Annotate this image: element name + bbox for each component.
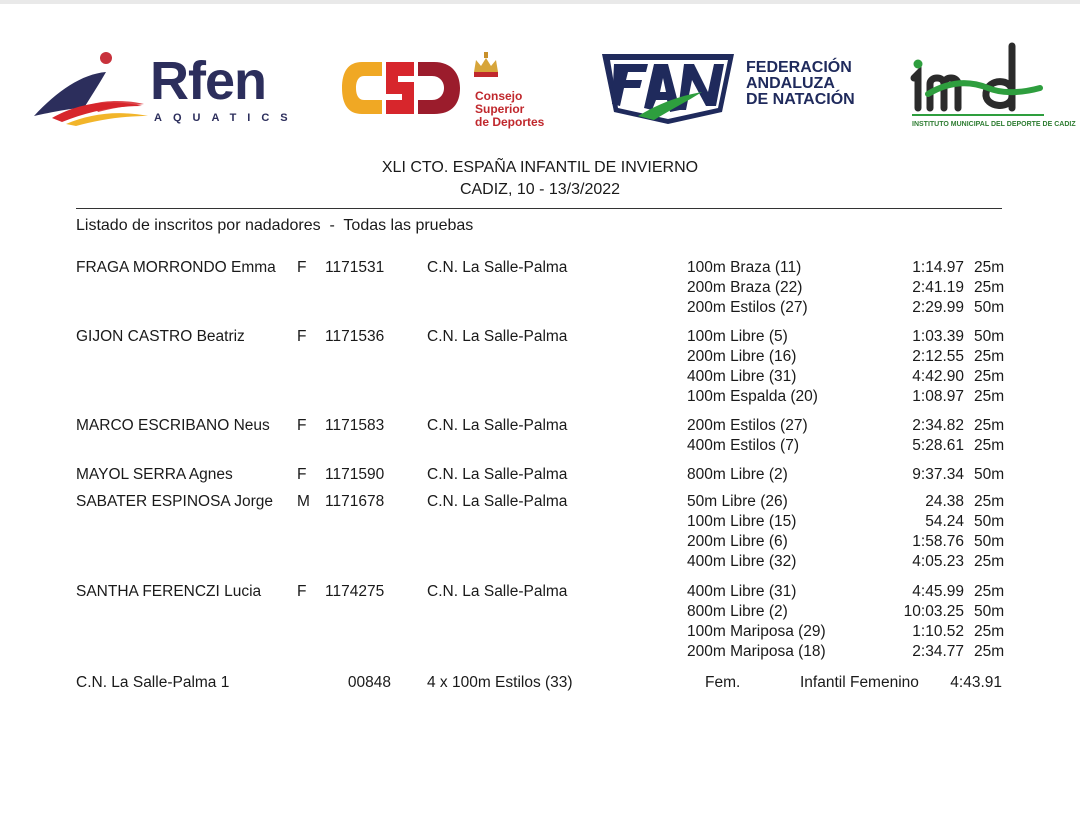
event-pool: 50m bbox=[974, 603, 1005, 620]
swimmer-sex: F bbox=[297, 583, 307, 600]
csd-logo bbox=[340, 46, 550, 136]
swimmer-sex: F bbox=[297, 259, 307, 276]
event-name: 200m Libre (6) bbox=[687, 533, 788, 550]
event-time: 1:03.39 bbox=[912, 328, 964, 345]
event-pool: 25m bbox=[974, 259, 1005, 276]
event-name: 400m Libre (32) bbox=[687, 553, 797, 570]
sponsor-logos bbox=[0, 30, 1080, 140]
event-time: 4:05.23 bbox=[912, 553, 964, 570]
swimmer-club: C.N. La Salle-Palma bbox=[427, 417, 568, 434]
fan-shield-icon bbox=[598, 46, 738, 126]
swimmer-club: C.N. La Salle-Palma bbox=[427, 328, 568, 345]
championship-venue-date: CADIZ, 10 - 13/3/2022 bbox=[459, 181, 621, 198]
swimmer-name: SANTHA FERENCZI Lucia bbox=[76, 583, 262, 600]
event-time: 24.38 bbox=[925, 493, 964, 510]
event-name: 100m Mariposa (29) bbox=[687, 623, 826, 640]
event-time: 1:10.52 bbox=[912, 623, 964, 640]
event-pool: 25m bbox=[974, 583, 1005, 600]
crown-icon bbox=[471, 52, 501, 78]
event-pool: 50m bbox=[974, 299, 1005, 316]
relay-event: 4 x 100m Estilos (33) bbox=[427, 674, 573, 691]
rfen-swimmer-icon bbox=[32, 46, 152, 126]
event-time: 9:37.34 bbox=[912, 466, 964, 483]
csd-wordmark: Consejo Superior de Deportes bbox=[475, 89, 545, 129]
championship-title: XLI CTO. ESPAÑA INFANTIL DE INVIERNO bbox=[381, 159, 699, 176]
rfen-logo bbox=[32, 46, 299, 126]
rfen-wordmark: Rfen bbox=[150, 51, 266, 111]
relay-gender: Fem. bbox=[705, 674, 741, 691]
swimmer-sex: M bbox=[297, 493, 310, 510]
event-name: 200m Braza (22) bbox=[687, 279, 803, 296]
swimmer-club: C.N. La Salle-Palma bbox=[427, 493, 568, 510]
event-time: 1:08.97 bbox=[912, 388, 964, 405]
swimmer-license: 1171590 bbox=[325, 466, 385, 483]
relay-team: C.N. La Salle-Palma 1 bbox=[76, 674, 230, 691]
event-name: 100m Espalda (20) bbox=[687, 388, 818, 405]
swimmer-sex: F bbox=[297, 417, 307, 434]
event-name: 400m Libre (31) bbox=[687, 583, 797, 600]
event-name: 100m Libre (5) bbox=[687, 328, 788, 345]
relay-category: Infantil Femenino bbox=[800, 674, 919, 691]
event-time: 2:34.77 bbox=[912, 643, 964, 660]
imd-sub-wordmark: INSTITUTO MUNICIPAL DEL DEPORTE DE CADIZ bbox=[912, 121, 1076, 128]
fan-wordmark: FEDERACIÓN ANDALUZA DE NATACIÓN bbox=[746, 59, 855, 108]
event-pool: 25m bbox=[974, 417, 1005, 434]
event-time: 1:14.97 bbox=[912, 259, 964, 276]
swimmer-sex: F bbox=[297, 328, 307, 345]
event-pool: 25m bbox=[974, 437, 1005, 454]
imd-logo bbox=[908, 38, 1076, 138]
event-name: 200m Libre (16) bbox=[687, 348, 797, 365]
imd-wordmark-icon bbox=[908, 38, 1048, 120]
event-name: 200m Mariposa (18) bbox=[687, 643, 826, 660]
event-pool: 25m bbox=[974, 388, 1005, 405]
event-name: 200m Estilos (27) bbox=[687, 417, 808, 434]
swimmer-name: GIJON CASTRO Beatriz bbox=[76, 328, 245, 345]
event-time: 2:34.82 bbox=[912, 417, 964, 434]
top-border bbox=[0, 0, 1080, 4]
swimmer-license: 1171678 bbox=[325, 493, 385, 510]
swimmer-sex: F bbox=[297, 466, 307, 483]
swimmer-name: FRAGA MORRONDO Emma bbox=[76, 259, 276, 276]
event-time: 4:42.90 bbox=[912, 368, 964, 385]
event-pool: 50m bbox=[974, 328, 1005, 345]
event-pool: 25m bbox=[974, 368, 1005, 385]
event-name: 400m Estilos (7) bbox=[687, 437, 799, 454]
event-name: 100m Libre (15) bbox=[687, 513, 797, 530]
event-pool: 25m bbox=[974, 493, 1005, 510]
event-pool: 50m bbox=[974, 466, 1005, 483]
swimmer-club: C.N. La Salle-Palma bbox=[427, 583, 568, 600]
listing-title: Listado de inscritos por nadadores - Todas las pruebas bbox=[76, 217, 474, 234]
header-divider bbox=[76, 208, 1002, 209]
swimmer-name: MAYOL SERRA Agnes bbox=[76, 466, 233, 483]
event-time: 5:28.61 bbox=[912, 437, 964, 454]
event-pool: 25m bbox=[974, 279, 1005, 296]
event-time: 2:41.19 bbox=[912, 279, 964, 296]
event-name: 800m Libre (2) bbox=[687, 466, 788, 483]
event-pool: 25m bbox=[974, 623, 1005, 640]
rfen-sub-wordmark: AQUATICS bbox=[154, 112, 299, 124]
relay-time: 4:43.91 bbox=[950, 674, 1002, 691]
event-name: 800m Libre (2) bbox=[687, 603, 788, 620]
fan-logo bbox=[598, 46, 858, 136]
swimmer-license: 1171536 bbox=[325, 328, 385, 345]
relay-code: 00848 bbox=[347, 674, 391, 691]
event-pool: 25m bbox=[974, 348, 1005, 365]
swimmer-license: 1171531 bbox=[325, 259, 385, 276]
swimmer-name: MARCO ESCRIBANO Neus bbox=[76, 417, 270, 434]
event-time: 1:58.76 bbox=[912, 533, 964, 550]
swimmer-club: C.N. La Salle-Palma bbox=[427, 466, 568, 483]
event-time: 54.24 bbox=[925, 513, 964, 530]
event-time: 4:45.99 bbox=[912, 583, 964, 600]
csd-shapes-icon bbox=[340, 58, 470, 128]
event-name: 100m Braza (11) bbox=[687, 259, 802, 276]
swimmer-license: 1174275 bbox=[325, 583, 385, 600]
swimmer-license: 1171583 bbox=[325, 417, 385, 434]
swimmer-club: C.N. La Salle-Palma bbox=[427, 259, 568, 276]
event-pool: 25m bbox=[974, 643, 1005, 660]
swimmer-name: SABATER ESPINOSA Jorge bbox=[76, 493, 273, 510]
event-time: 2:12.55 bbox=[912, 348, 964, 365]
event-name: 50m Libre (26) bbox=[687, 493, 788, 510]
event-name: 400m Libre (31) bbox=[687, 368, 797, 385]
event-pool: 50m bbox=[974, 533, 1005, 550]
event-time: 10:03.25 bbox=[903, 603, 964, 620]
event-pool: 50m bbox=[974, 513, 1005, 530]
event-pool: 25m bbox=[974, 553, 1005, 570]
event-name: 200m Estilos (27) bbox=[687, 299, 808, 316]
event-time: 2:29.99 bbox=[912, 299, 964, 316]
